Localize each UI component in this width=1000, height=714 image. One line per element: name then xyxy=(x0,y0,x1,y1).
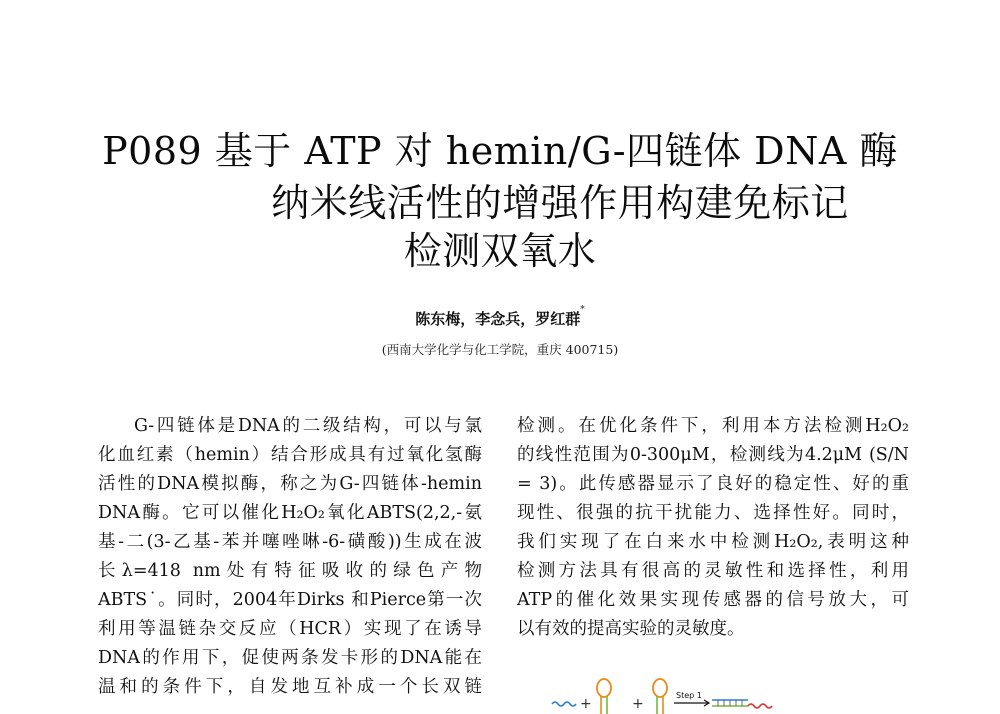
right-column-text xyxy=(517,412,909,644)
left-line-3: 活性的DNA模拟酶，称之为G-四链体-hemin xyxy=(98,474,482,494)
left-line-9: DNA的作用下，促使两条发卡形的DNA能在 xyxy=(98,648,482,668)
plus-sign-1: + xyxy=(580,696,592,712)
right-line-7: ATP的催化效果实现传感器的信号放大，可 xyxy=(517,590,909,610)
left-line-10: 温和的条件下，自发地互补成一个长双链 xyxy=(98,677,482,697)
initiator-dna-wave xyxy=(552,702,576,706)
dna-duplex-product xyxy=(712,700,772,708)
right-line-1: 检测。在优化条件下，利用本方法检测H₂O₂ xyxy=(517,416,909,436)
right-line-3: = 3)。此传感器显示了良好的稳定性、好的重 xyxy=(517,474,909,494)
left-line-2: 化血红素（hemin）结合形成具有过氧化氢酶 xyxy=(98,445,482,465)
paper-title-line-2: 纳米线活性的增强作用构建免标记 xyxy=(271,181,849,225)
left-column-text xyxy=(98,412,482,702)
right-line-2: 的线性范围为0-300μM，检测线为4.2μM (S/N xyxy=(517,445,909,465)
corresponding-author-mark: * xyxy=(580,305,585,315)
plus-sign-2: + xyxy=(632,696,644,712)
left-line-8: 利用等温链杂交反应（HCR）实现了在诱导 xyxy=(98,619,482,639)
right-line-4: 现性、很强的抗干扰能力、选择性好。同时， xyxy=(517,503,909,523)
author-list xyxy=(0,305,1000,329)
right-line-6: 检测方法具有很高的灵敏性和选择性，利用 xyxy=(517,561,909,581)
left-line-6: 长λ=418 nm处有特征吸收的绿色产物 xyxy=(98,561,482,581)
left-line-5: 基-二(3-乙基-苯并噻唑啉-6-磺酸))生成在波 xyxy=(98,532,482,552)
hairpin-h2 xyxy=(653,679,667,714)
left-line-7: ABTS˙。同时，2004年Dirks 和Pierce第一次 xyxy=(98,590,482,610)
step-1-label: Step 1 xyxy=(676,691,702,700)
right-line-8: 以有效的提高实验的灵敏度。 xyxy=(517,619,745,639)
paper-title-line-3: 检测双氧水 xyxy=(403,229,597,273)
right-line-5: 我们实现了在白来水中检测H₂O₂,表明这种 xyxy=(517,532,909,552)
hairpin-h1 xyxy=(597,679,611,714)
paper-title-line-1: P089 基于 ATP 对 hemin/G-四链体 DNA 酶 xyxy=(102,129,898,173)
hcr-scheme-figure xyxy=(548,676,908,714)
left-line-1: G-四链体是DNA的二级结构，可以与氯 xyxy=(134,416,482,436)
author-names: 陈东梅，李念兵，罗红群 xyxy=(415,310,581,328)
affiliation: (西南大学化学与化工学院，重庆 400715) xyxy=(381,342,619,357)
left-line-4: DNA酶。它可以催化H₂O₂氧化ABTS(2,2,-氨 xyxy=(98,503,482,523)
